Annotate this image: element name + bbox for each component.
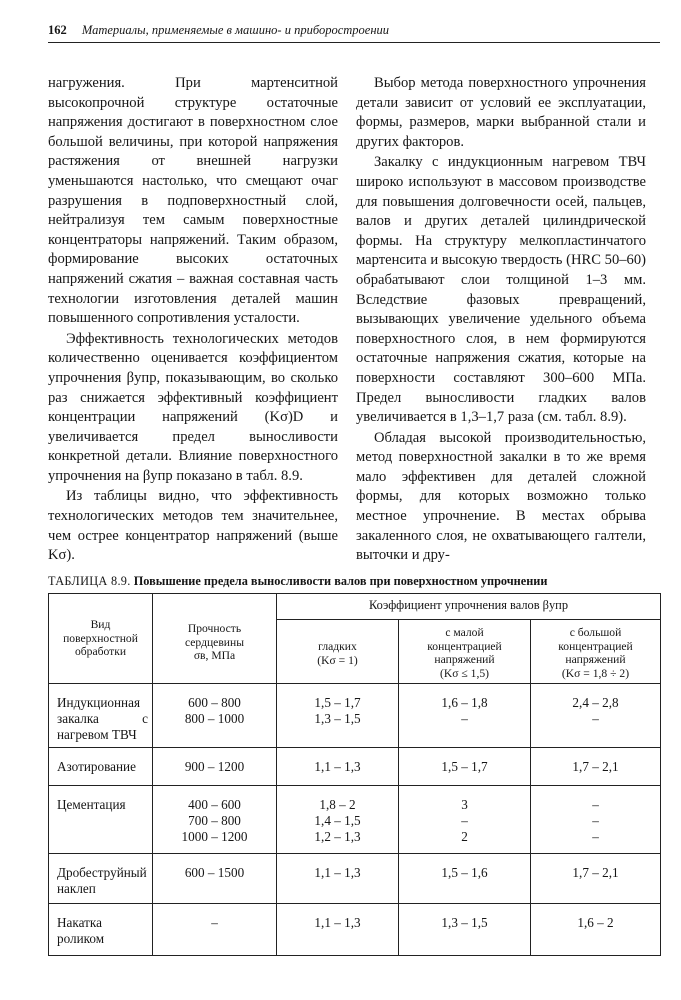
treatment-name: Цементация <box>49 786 153 854</box>
table-row <box>49 748 661 786</box>
coef-small: 1,3 – 1,5 <box>399 904 531 956</box>
coef-small: 3 – 2 <box>399 786 531 854</box>
paragraph: Из таблицы видно, что эффективность технологических методов тем значительнее, чем острее концентратор напряжений (выше Kσ). <box>48 488 338 564</box>
left-column <box>48 74 338 566</box>
coef-small: 1,6 – 1,8 – <box>399 684 531 748</box>
core-strength: – <box>153 904 277 956</box>
coef-smooth: 1,8 – 2 1,4 – 1,5 1,2 – 1,3 <box>277 786 399 854</box>
core-strength: 400 – 600 700 – 800 1000 – 1200 <box>153 786 277 854</box>
coef-large: 1,7 – 2,1 <box>531 748 661 786</box>
coef-smooth: 1,1 – 1,3 <box>277 854 399 904</box>
coef-large: 2,4 – 2,8 – <box>531 684 661 748</box>
paragraph: нагружения. При мартенситной высокопрочной структуре остаточные напряжения достигают в поверхностном слое большой величины, при которой напряжения растяжения от внешней нагрузки уменьшаются настолько, что смещают очаг разрушения в подповерхностный слой, нейтрализуя тем самым поверхностные концентраторы напряжений. Таким образом, формирование высоких остаточных напряжений сжатия – важная составная часть технологии изготовления деталей машин повышенного сопротивления усталости. <box>48 75 338 327</box>
paragraph: Закалку с индукционным нагревом ТВЧ широко используют в массовом производстве для повышения долговечности осей, пальцев, валов и других деталей цилиндрической формы. На структуру мелкопластинчатого мартенсита и высокую твердость (HRC 50–60) обрабатывают слои толщиной 1–3 мм. Вследствие фазовых превращений, вызывающих увеличение удельного объема поверхностного слоя, в нем формируются остаточные напряжения сжатия, которые на поверхности составляют 300–600 МПа. Предел выносливости гладких валов увеличивается в 1,3–1,7 раза (см. табл. 8.9). <box>356 154 646 426</box>
coef-small: 1,5 – 1,6 <box>399 854 531 904</box>
page-number: 162 <box>48 23 67 37</box>
header-small-concentration: с малой концентрацией напряжений (Kσ ≤ 1,5) <box>399 620 531 684</box>
paragraph: Обладая высокой производительностью, метод поверхностной закалки в то же время мало эффективен для деталей сложной формы, для которых возможно только местное упрочнение. В местах обрыва закаленного слоя, не охватывающего галтели, выточки и дру- <box>356 429 646 564</box>
table-title: Повышение предела выносливости валов при поверхностном упрочнении <box>133 574 548 588</box>
treatment-name: Азотирование <box>49 748 153 786</box>
coef-smooth: 1,5 – 1,7 1,3 – 1,5 <box>277 684 399 748</box>
running-title: Материалы, применяемые в машино- и приборостроении <box>81 23 390 37</box>
table-row <box>49 786 661 854</box>
data-table <box>48 593 661 956</box>
coef-smooth: 1,1 – 1,3 <box>277 904 399 956</box>
header-coefficient-group: Коэффициент упрочнения валов βупр <box>277 594 661 620</box>
table-row <box>49 904 661 956</box>
table-caption <box>48 574 668 589</box>
treatment-name: Накатка роликом <box>49 904 153 956</box>
table-row <box>49 684 661 748</box>
coef-large: – – – <box>531 786 661 854</box>
table-label: ТАБЛИЦА 8.9. <box>48 574 131 588</box>
treatment-name: Дробеструйный наклеп <box>49 854 153 904</box>
running-header <box>48 22 658 38</box>
core-strength: 900 – 1200 <box>153 748 277 786</box>
header-large-concentration: с большой концентрацией напряжений (Kσ = 1,8 ÷ 2) <box>531 620 661 684</box>
coef-large: 1,6 – 2 <box>531 904 661 956</box>
coef-small: 1,5 – 1,7 <box>399 748 531 786</box>
paragraph: Эффективность технологических методов количественно оценивается коэффициентом упрочнения βупр, показывающим, во сколько раз снижается эффективный коэффициент концентрации напряжений (Kσ)D и увеличивается предел выносливости конкретной детали. Влияние поверхностного упрочнения на βупр показано в табл. 8.9. <box>48 330 338 484</box>
coef-large: 1,7 – 2,1 <box>531 854 661 904</box>
coef-smooth: 1,1 – 1,3 <box>277 748 399 786</box>
core-strength: 600 – 1500 <box>153 854 277 904</box>
header-rule <box>48 42 660 43</box>
table-row <box>49 854 661 904</box>
header-core-strength: Прочность сердцевины σв, МПа <box>153 594 277 684</box>
core-strength: 600 – 800 800 – 1000 <box>153 684 277 748</box>
right-column <box>356 74 646 566</box>
paragraph: Выбор метода поверхностного упрочнения детали зависит от условий ее эксплуатации, формы, размеров, марки выбранной стали и других факторов. <box>356 75 646 150</box>
treatment-name: Индукционная закалка с нагревом ТВЧ <box>49 684 153 748</box>
header-smooth: гладких (Kσ = 1) <box>277 620 399 684</box>
header-treatment-type: Вид поверхностной обработки <box>49 594 153 684</box>
